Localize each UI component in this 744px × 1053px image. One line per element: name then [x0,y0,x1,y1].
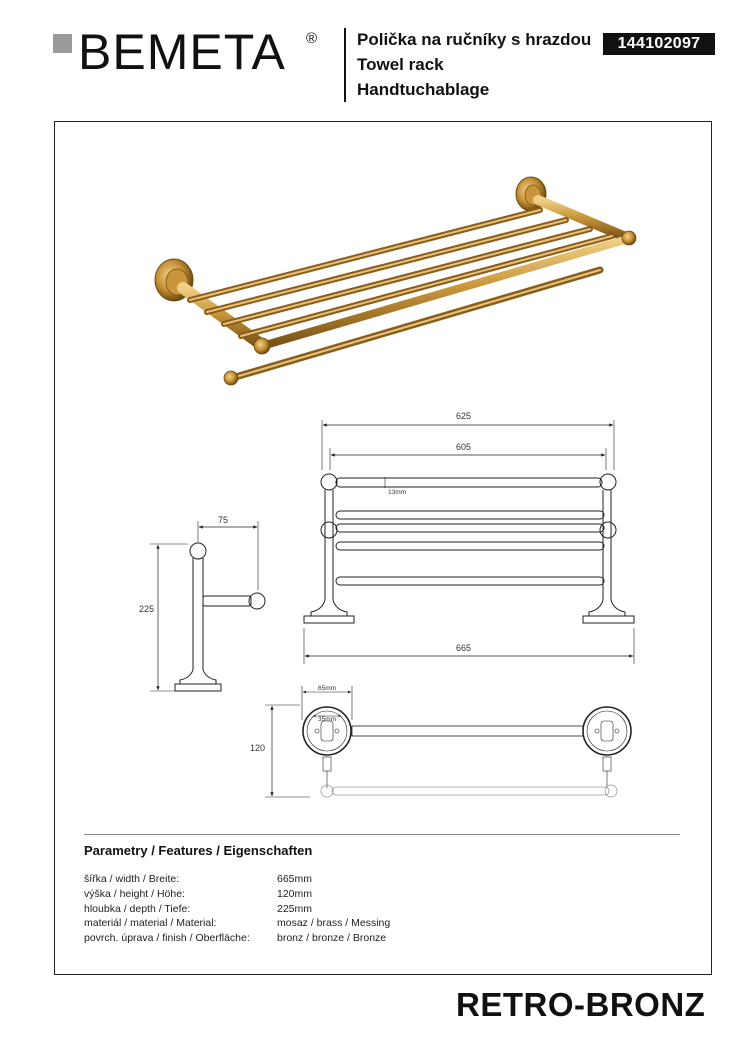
spec-row [84,887,390,902]
spec-row [84,902,390,917]
product-photo [155,177,636,385]
registered-mark: ® [306,30,318,47]
product-code-badge: 144102097 [603,33,715,55]
brand-logo: BEMETA [78,24,286,80]
spec-row [84,916,390,931]
dim-13mm: 13mm [388,489,407,496]
front-view-drawing [304,420,634,664]
features-title: Parametry / Features / Eigenschaften [84,843,313,858]
spec-value: 225mm [277,902,313,915]
dim-605: 605 [456,442,472,452]
spec-label: hloubka / depth / Tiefe: [84,902,191,915]
spec-table [84,872,390,946]
spec-value: bronz / bronze / Bronze [277,932,387,945]
side-view-drawing [150,521,265,691]
spec-label: materiál / material / Material: [84,917,217,930]
spec-value: 120mm [277,887,313,900]
title-cz: Polička na ručníky s hrazdou [357,30,592,49]
spec-value: 665mm [277,873,313,885]
dim-35mm: 35mm [318,716,337,723]
dim-120: 120 [250,743,266,753]
dim-65mm: 65mm [318,685,337,692]
dim-625: 625 [456,411,472,421]
dim-225: 225 [139,604,155,614]
series-name: RETRO-BRONZ [456,986,706,1023]
spec-row [84,872,390,887]
title-en: Towel rack [357,55,444,74]
spec-row [84,931,390,946]
spec-label: šířka / width / Breite: [84,873,180,885]
features-divider [84,834,680,835]
spec-label: výška / height / Höhe: [84,887,185,900]
dim-75: 75 [218,515,229,525]
spec-label: povrch. úprava / finish / Oberfläche: [84,932,250,945]
dim-665: 665 [456,643,472,653]
title-de: Handtuchablage [357,80,490,99]
spec-value: mosaz / brass / Messing [277,917,391,930]
top-view-drawing [265,686,631,797]
